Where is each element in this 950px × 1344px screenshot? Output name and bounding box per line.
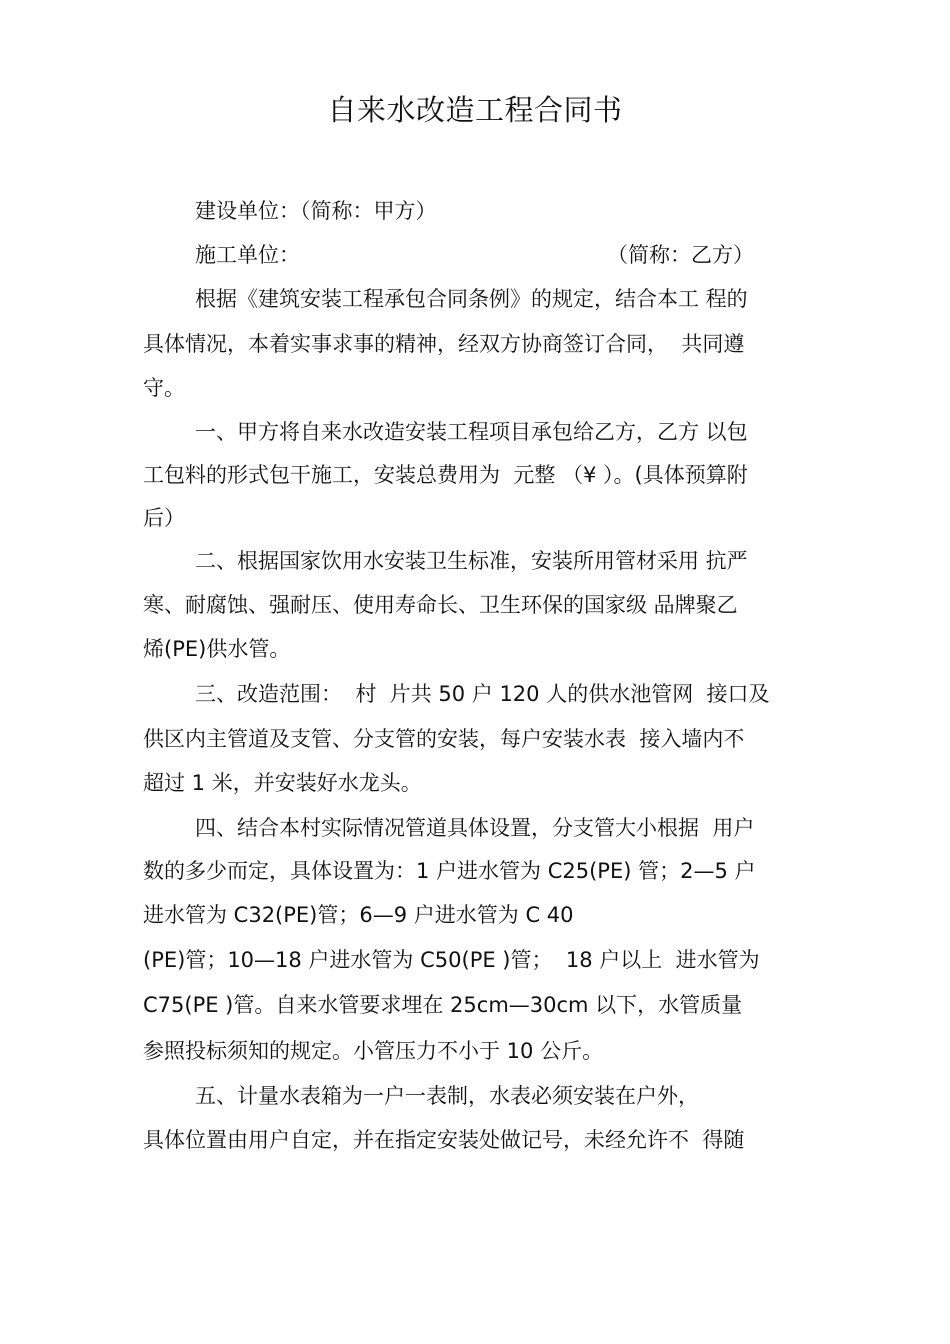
clause-4-line-4: (PE)管；10—18 户进水管为 C50(PE )管； 18 户以上 进水管为 [143, 948, 760, 972]
clause-4-line-5: C75(PE )管。自来水管要求埋在 25cm—30cm 以下，水管质量 [143, 993, 743, 1017]
construction-unit-line: 建设单位：（简称：甲方） [195, 199, 437, 223]
clause-4-line-1: 四、结合本村实际情况管道具体设置，分支管大小根据 用户 [195, 816, 755, 840]
clause-1-line-2: 工包料的形式包干施工，安装总费用为 元整 （¥ ）。(具体预算附 [143, 463, 748, 487]
document-title: 自来水改造工程合同书 [327, 93, 623, 127]
clause-4-line-3: 进水管为 C32(PE)管；6—9 户进水管为 C 40 [143, 903, 574, 927]
preamble-line-3: 守。 [143, 376, 185, 400]
clause-1-line-3: 后） [143, 506, 185, 530]
clause-5-line-2: 具体位置由用户自定，并在指定安装处做记号，未经允许不 得随 [143, 1128, 745, 1152]
clause-2-line-2: 寒、耐腐蚀、强耐压、使用寿命长、卫生环保的国家级 品牌聚乙 [143, 593, 738, 617]
contractor-unit-label: 施工单位： [195, 243, 300, 267]
preamble-line-2: 具体情况，本着实事求事的精神，经双方协商签订合同， 共同遵 [143, 332, 745, 356]
clause-3-line-2: 供区内主管道及支管、分支管的安装，每户安装水表 接入墙内不 [143, 727, 745, 751]
clause-3-line-1: 三、改造范围： 村 片共 50 户 120 人的供水池管网 接口及 [195, 682, 770, 706]
clause-2-line-3: 烯(PE)供水管。 [143, 637, 291, 661]
clause-4-line-2: 数的多少而定，具体设置为：1 户进水管为 C25(PE) 管；2—5 户 [143, 859, 756, 883]
clause-1-line-1: 一、甲方将自来水改造安装工程项目承包给乙方，乙方 以包 [195, 420, 748, 444]
preamble-line-1: 根据《建筑安装工程承包合同条例》的规定，结合本工 程的 [195, 287, 748, 311]
clause-2-line-1: 二、根据国家饮用水安装卫生标准，安装所用管材采用 抗严 [195, 549, 748, 573]
clause-4-line-6: 参照投标须知的规定。小管压力不小于 10 公斤。 [143, 1039, 604, 1063]
clause-3-line-3: 超过 1 米，并安装好水龙头。 [143, 771, 422, 795]
clause-5-line-1: 五、计量水表箱为一户一表制，水表必须安装在户外， [195, 1084, 699, 1108]
contractor-abbreviation: （简称：乙方） [607, 243, 754, 267]
